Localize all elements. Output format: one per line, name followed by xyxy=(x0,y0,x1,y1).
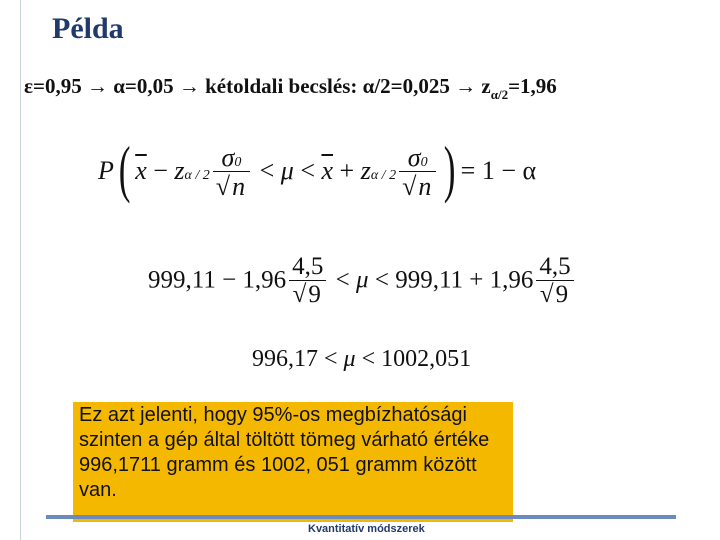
formula1-minus: − xyxy=(146,155,175,185)
formula1-sigma2: σ xyxy=(407,142,421,172)
formula1-close-paren: ) xyxy=(444,133,456,204)
formula1-lt2: < xyxy=(293,155,322,185)
formula2-den: 9 xyxy=(308,281,321,309)
numeric-formula xyxy=(148,254,577,310)
formula3-lt2: < xyxy=(355,346,382,372)
formula2-frac-right: $\frac{4,5}{√9}$ xyxy=(536,254,573,310)
formula1-frac-right: $\frac{\sigma 0}{√n}$ xyxy=(399,144,436,202)
formula1-p: P xyxy=(98,155,114,185)
formula2-lt2: < xyxy=(368,266,396,294)
formula1-sigma2-sub: 0 xyxy=(420,154,428,170)
condition-end: =1,96 xyxy=(508,74,557,98)
formula1-xbar2: $\overline{x}$ xyxy=(321,155,334,185)
formula1-sigma-sub: 0 xyxy=(234,154,242,170)
formula1-rhs: = 1 − α xyxy=(460,155,537,185)
formula2-right: 999,11 + 1,96 xyxy=(395,266,534,294)
formula2-den2: 9 xyxy=(555,281,569,309)
formula3-lower: 996,17 xyxy=(252,346,318,372)
formula1-open-paren: ( xyxy=(118,133,131,204)
formula2-mu: μ xyxy=(356,266,369,294)
probability-formula xyxy=(98,133,537,210)
formula1-lt1: < xyxy=(253,155,281,185)
formula1-z: z xyxy=(174,155,185,185)
interpretation-note: Ez azt jelenti, hogy 95%-os megbízhatósági szinten a gép által töltött tömeg várható értéke 996,1711 gramm és 1002, 051 gramm között van. xyxy=(73,402,513,522)
footer-rule xyxy=(46,515,676,519)
formula2-num2: 4,5 xyxy=(536,254,573,281)
formula3-upper: 1002,051 xyxy=(381,346,472,372)
interval-result xyxy=(252,346,471,373)
formula1-mu: μ xyxy=(280,155,294,185)
footer-text: Kvantitatív módszerek xyxy=(308,523,425,535)
formula2-left: 999,11 − 1,96 xyxy=(148,266,287,294)
formula2-lt1: < xyxy=(329,266,357,294)
condition-subscript: α/2 xyxy=(490,87,509,102)
formula1-sqrt-n: n xyxy=(232,172,246,202)
formula1-z-sub: α / 2 xyxy=(184,167,210,183)
formula1-plus: + xyxy=(333,155,361,185)
condition-line xyxy=(24,74,557,102)
formula3-lt1: < xyxy=(318,346,344,372)
left-border-line xyxy=(20,0,21,540)
slide-title: Példa xyxy=(52,12,124,45)
formula3-mu: μ xyxy=(343,346,356,372)
formula1-frac-left: $\frac{\sigma 0}{√n}$ xyxy=(213,144,250,202)
formula1-z2-sub: α / 2 xyxy=(370,167,397,183)
formula1-z2: z xyxy=(360,155,371,185)
formula1-sigma: σ xyxy=(221,142,235,172)
formula1-xbar: $\overline{x}$ xyxy=(135,155,147,185)
formula2-frac-left: $\frac{4,5}{√9}$ xyxy=(289,254,326,310)
formula1-sqrt-n2: n xyxy=(418,172,432,202)
formula2-num: 4,5 xyxy=(289,254,326,281)
condition-text: ε=0,95 → α=0,05 → kétoldali becslés: α/2=0,025 → z xyxy=(24,74,491,98)
